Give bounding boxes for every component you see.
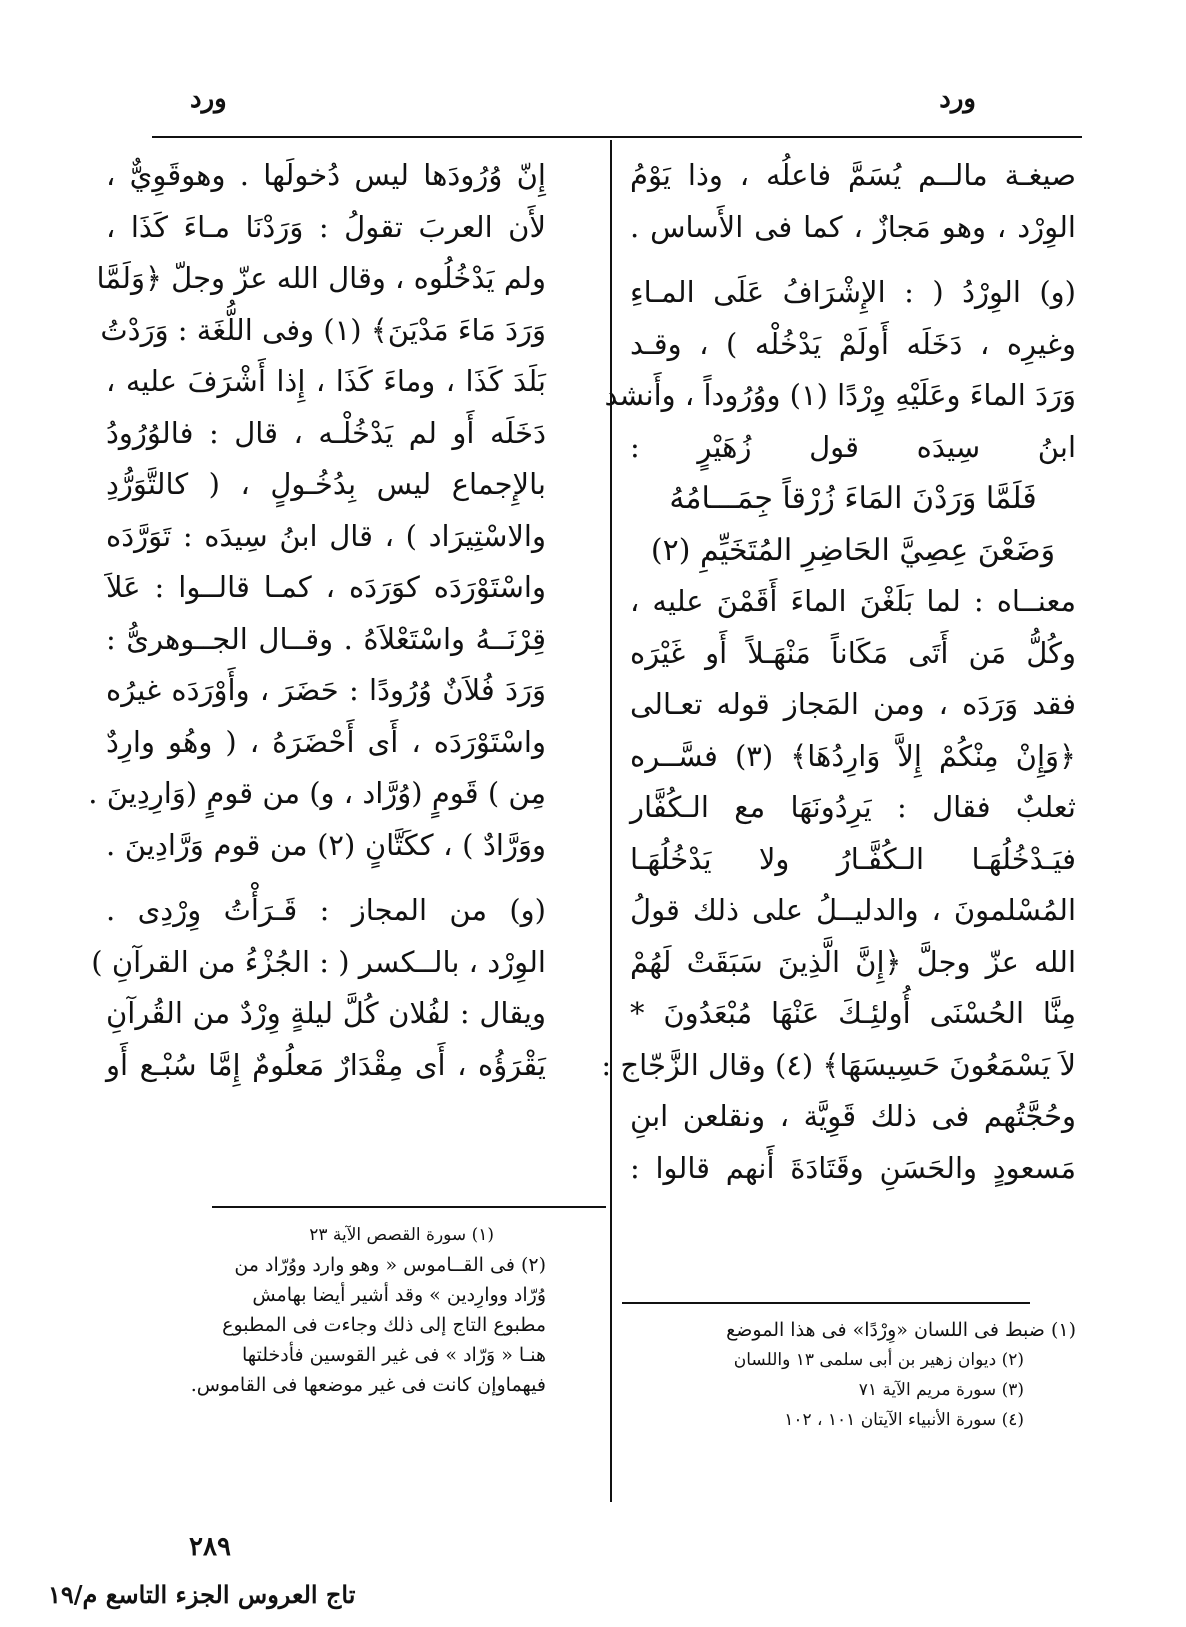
text-line: بالإِجماع ليس بِدُخُـولٍ ، ( كالتَّوَرُّدِ — [106, 467, 546, 501]
text-line: وغيرِه ، دَخَلَه أَولَمْ يَدْخُلْه ) ، وقـد — [630, 326, 1076, 361]
text-line: بَلَدَ كَذَا ، وماءَ كَذَا ، إِذا أَشْرَفَ عليه ، — [106, 364, 546, 398]
text-line: واسْتَوْرَدَه ، أَى أَحْضَرَهُ ، ( وهُو وارِدٌ — [106, 724, 546, 759]
running-header-right: ورد — [939, 84, 976, 114]
text-line: فيَـدْخُلُهَـا الـكُفَّـارُ ولا يَدْخُلُهَـا — [630, 841, 1076, 876]
right-column — [601, 150, 1076, 1194]
running-header-left: ورد — [190, 84, 227, 114]
column-divider — [610, 140, 612, 1502]
text-line: لأَن العربَ تقولُ : وَرَدْنَا مـاءَ كَذَا ، — [106, 209, 546, 244]
text-line: (و) الوِرْدُ ( : الإِشْرَافُ عَلَى المـاءِ — [630, 275, 1076, 309]
text-line: الوِرْد ، بالــكسر ( : الجُزْءُ من القرآنِ ) — [91, 944, 546, 979]
text-line: ابنُ سِيدَه قول زُهَيْرٍ : — [630, 429, 1076, 464]
footnote-line: هنـا « وَرّاد » فى غير القوسين فأدخلتها — [241, 1344, 546, 1366]
text-line: الوِرْد ، وهو مَجازٌ ، كما فى الأَساس . — [630, 209, 1076, 244]
footnote-rule-right — [622, 1302, 1030, 1304]
text-line: وكُلُّ مَن أَتَى مَكَاناً مَنْهَـلاً أَو غَيْرَه — [630, 635, 1076, 670]
text-line: ثعلبٌ فقال : يَرِدُونَهَا مع الـكُفَّار — [630, 790, 1076, 824]
poem-verse-line: وَضَعْنَ عِصِيَّ الحَاضِرِ المُتَخَيِّمِ (٢) — [650, 532, 1056, 568]
footnotes-left — [126, 1220, 576, 1400]
text-line: واسْتَوْرَدَه كوَرَدَه ، كمـا قالــوا : عَلاَ — [106, 570, 546, 604]
text-line: معنــاه : لما بَلَغْنَ الماءَ أَقَمْنَ عليه ، — [630, 584, 1076, 618]
text-line: يَقْرَؤُه ، أَى مِقْدَارٌ مَعلُومٌ إِمَّا سُبْـع أَو — [106, 1047, 546, 1082]
footnote-rule-left — [212, 1206, 606, 1208]
header-rule — [152, 136, 1082, 138]
text-line: الله عزّ وجلَّ ﴿إِنَّ الَّذِينَ سَبَقَتْ لَهُمْ — [630, 944, 1076, 979]
footnote-line: فيهماوإن كانت فى غير موضعها فى القاموس. — [190, 1374, 546, 1396]
text-line: لاَ يَسْمَعُونَ حَسِيسَهَا﴾ (٤) وقال الزَّجّاج : — [601, 1047, 1076, 1082]
text-line: مِنَّا الحُسْنَى أُولئِـكَ عَنْهَا مُبْعَدُونَ * — [630, 996, 1076, 1030]
text-line: مِن ) قَومٍ (وُرَّاد ، و) من قومٍ (وَارِدِينَ . — [88, 776, 546, 810]
footnote-line: (١) سورة القصص الآية ٢٣ — [309, 1225, 494, 1245]
text-line: والاسْتِيرَاد ) ، قال ابنُ سِيدَه : تَوَرَّدَه — [106, 518, 546, 553]
text-line: ولم يَدْخُلُوه ، وقال الله عزّ وجلّ ﴿وَلَمَّا — [96, 261, 546, 295]
text-line: ويقال : لفُلان كُلَّ ليلةٍ وِرْدٌ من القُرآنِ — [106, 996, 546, 1030]
text-line: وَرَدَ الماءَ وعَلَيْهِ وِرْدًا (١) ووُرُوداً ، وأَنشد — [604, 378, 1076, 412]
footnote-line: (١) ضبط فى اللسان «وِرْدًا» فى هذا الموضع — [726, 1319, 1076, 1341]
text-line: ﴿وَإِنْ مِنْكُمْ إِلاَّ وَارِدُهَا﴾ (٣) فسَّــره — [630, 738, 1076, 773]
left-column — [88, 150, 576, 1091]
text-line: قِرْنَــهُ واسْتَعْلاَهُ . وقــال الجــوهرىُّ : — [106, 621, 546, 656]
text-line: وحُجَّتُهم فى ذلك قَوِيَّة ، ونقلعن ابنِ — [630, 1099, 1076, 1133]
text-line: وَرَدَ مَاءَ مَدْيَنَ﴾ (١) وفى اللُّغَة : وَرَدْتُ — [100, 312, 546, 347]
paragraph-gap — [106, 871, 546, 885]
text-line: وَرَدَ فُلاَنٌ وُرُودًا : حَضَرَ ، وأَوْرَدَه غيرُه — [106, 673, 546, 707]
text-line: فقد وَرَدَه ، ومن المَجاز قوله تعـالى — [630, 687, 1076, 721]
footnote-line: مطبوع التاج إلى ذلك وجاءت فى المطبوع — [222, 1314, 546, 1336]
page-number: ٢٨٩ — [189, 1532, 231, 1562]
footer-signature: تاج العروس الجزء التاسع م/١٩ — [48, 1580, 356, 1609]
text-line: دَخَلَه أَو لم يَدْخُلْـه ، قال : فالوُرُودُ — [106, 415, 546, 450]
poem-verse-line: فَلَمَّا وَرَدْنَ المَاءَ زُرْقاً جِمَـــامُهُ — [669, 481, 1037, 516]
footnote-line: وُرّاد ووارِدين » وقد أشير أيضا بهامش — [252, 1284, 546, 1306]
text-line: مَسعودٍ والحَسَنِ وقَتَادَةَ أَنهم قالوا : — [630, 1150, 1076, 1185]
text-line: إِنّ وُرُودَها ليس دُخولَها . وهوقَوِيٌّ ، — [106, 158, 546, 192]
text-line: (و) من المجاز : قَـرَأْتُ وِرْدِى . — [106, 893, 546, 927]
footnote-line: (٢) فى القــاموس « وهو وارد ووُرّاد من — [234, 1254, 546, 1276]
footnote-line: (٤) سورة الأنبياء الآيتان ١٠١ ، ١٠٢ — [784, 1410, 1024, 1430]
footnotes-right — [616, 1315, 1076, 1435]
text-line: ووَرَّادٌ ) ، ككَتَّانٍ (٢) من قوم وَرَّادِينَ . — [106, 827, 546, 862]
text-line: المُسْلمونَ ، والدليــلُ على ذلك قولُ — [630, 893, 1076, 927]
footnote-line: (٣) سورة مريم الآية ٧١ — [858, 1380, 1024, 1400]
paragraph-gap — [630, 253, 1076, 267]
text-line: صيغـة مالــم يُسَمَّ فاعلُه ، وذا يَوْمُ — [630, 158, 1076, 192]
footnote-line: (٢) ديوان زهير بن أبى سلمى ١٣ واللسان — [733, 1350, 1024, 1370]
